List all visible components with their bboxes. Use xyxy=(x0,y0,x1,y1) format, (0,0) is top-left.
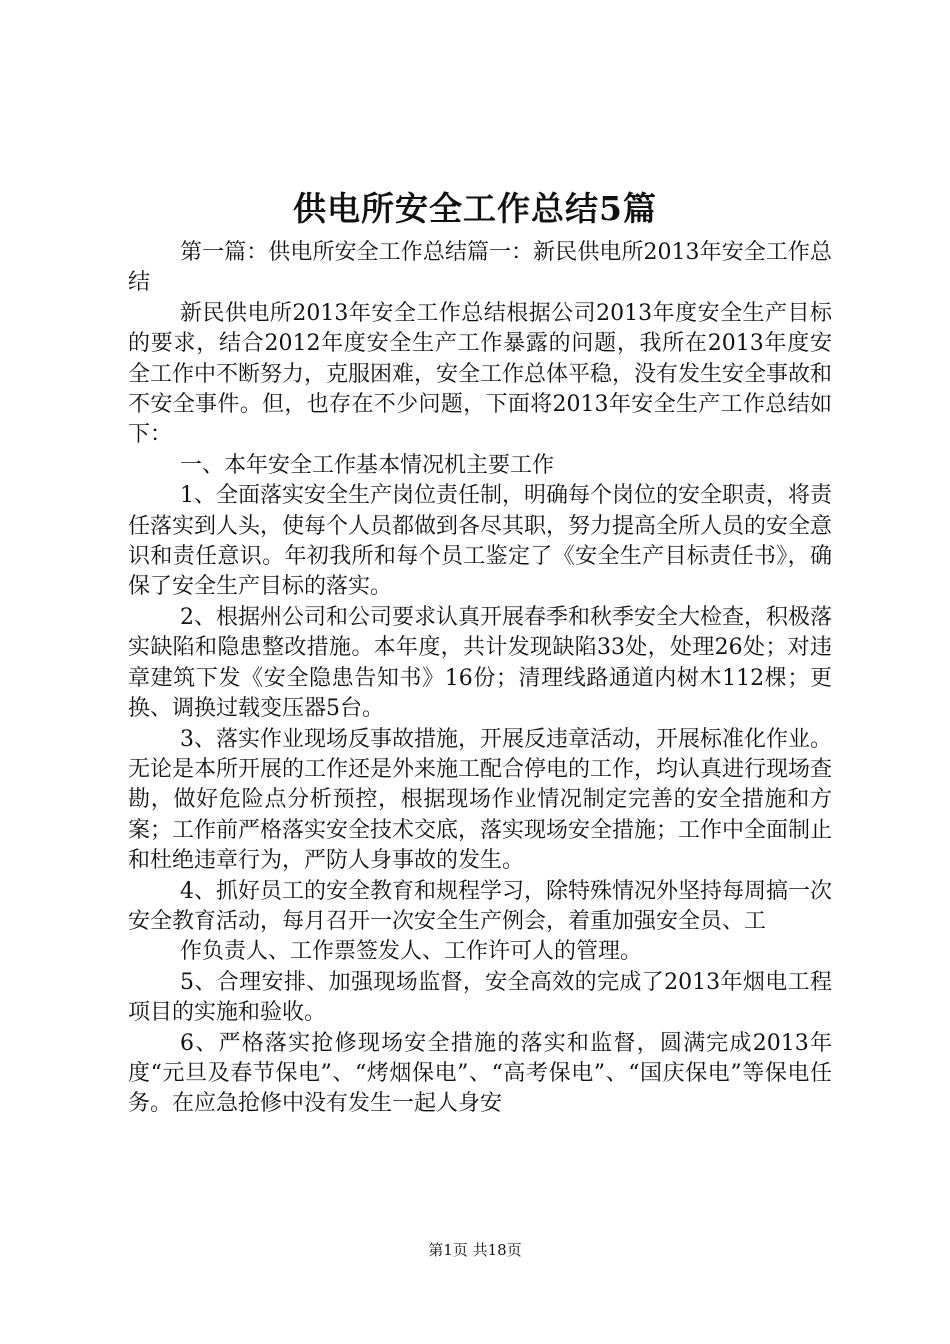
document-title: 供电所安全工作总结5篇 xyxy=(293,189,657,228)
paragraph-item-5: 5、合理安排、加强现场监督，安全高效的完成了2013年烟电工程项目的实施和验收。 xyxy=(128,969,832,1026)
document-body xyxy=(128,238,832,1120)
paragraph-item-2: 2、根据州公司和公司要求认真开展春季和秋季安全大检查，积极落实缺陷和隐患整改措施。本年度，共计发现缺陷33处，处理26处；对违章建筑下发《安全隐患告知书》16份；清理线路通道内树木112棵；更换、调换过载变压器5台。 xyxy=(128,604,832,722)
paragraph-item-3: 3、落实作业现场反事故措施，开展反违章活动，开展标准化作业。无论是本所开展的工作还是外来施工配合停电的工作，均认真进行现场查勘，做好危险点分析预控，根据现场作业情况制定完善的安全措施和方案；工作前严格落实安全技术交底，落实现场安全措施；工作中全面制止和杜绝违章行为，严防人身事故的发生。 xyxy=(128,726,833,874)
section-heading: 一、本年安全工作基本情况机主要工作 xyxy=(180,452,555,478)
paragraph-item-4-continued: 作负责人、工作票签发人、工作许可人的管理。 xyxy=(180,939,643,965)
page-number-footer: 第1页 共18页 xyxy=(428,1241,522,1259)
paragraph-intro: 新民供电所2013年安全工作总结根据公司2013年度安全生产目标的要求，结合2012年度安全生产工作暴露的问题，我所在2013年度安全工作中不断努力，克服困难，安全工作总体平稳，没有发生安全事故和不安全事件。但，也存在不少问题，下面将2013年安全生产工作总结如下： xyxy=(128,300,833,448)
paragraph-item-1: 1、全面落实安全生产岗位责任制，明确每个岗位的安全职责，将责任落实到人头，使每个人员都做到各尽其职，努力提高全所人员的安全意识和责任意识。年初我所和每个员工鉴定了《安全生产目标责任书》，确保了安全生产目标的落实。 xyxy=(128,483,833,600)
paragraph-item-6: 6、严格落实抢修现场安全措施的落实和监督，圆满完成2013年度“元旦及春节保电”、“烤烟保电”、“高考保电”、“国庆保电”等保电任务。在应急抢修中没有发生一起人身安 xyxy=(128,1030,832,1117)
paragraph-item-4: 4、抓好员工的安全教育和规程学习，除特殊情况外坚持每周搞一次安全教育活动，每月召开一次安全生产例会，着重加强安全员、工 xyxy=(128,878,832,934)
paragraph-heading: 第一篇：供电所安全工作总结篇一：新民供电所2013年安全工作总结 xyxy=(128,240,832,296)
